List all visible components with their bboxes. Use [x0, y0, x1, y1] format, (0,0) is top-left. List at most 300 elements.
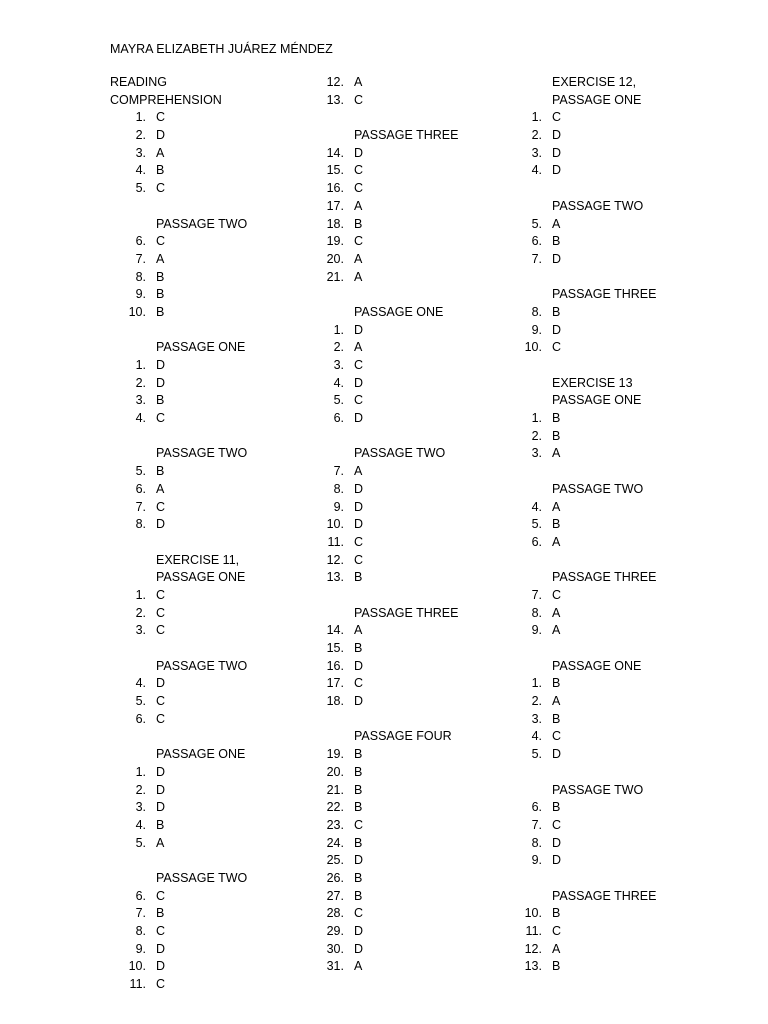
- answer-item: [308, 746, 528, 764]
- answer-letter: A: [354, 269, 363, 284]
- answer-item: [308, 870, 528, 888]
- answer-item: [308, 675, 528, 693]
- answer-letter: B: [354, 835, 363, 850]
- answer-item: [110, 375, 330, 393]
- answer-item: [110, 162, 330, 180]
- answer-item: [110, 888, 330, 906]
- question-number: 1.: [333, 322, 344, 337]
- answer-letter: A: [552, 534, 561, 549]
- block-spacer: [308, 587, 528, 605]
- question-number: 2.: [135, 605, 146, 620]
- answer-letter: A: [156, 145, 165, 160]
- question-number: 8.: [135, 269, 146, 284]
- block-spacer: [506, 552, 726, 570]
- question-number: 3.: [135, 393, 146, 408]
- answer-letter: B: [552, 959, 561, 974]
- answer-item: [308, 888, 528, 906]
- section-heading: PASSAGE ONE: [156, 747, 246, 762]
- answer-item: [506, 162, 726, 180]
- section-heading: PASSAGE TWO: [156, 446, 248, 461]
- question-number: 12.: [524, 941, 542, 956]
- answer-letter: B: [552, 906, 561, 921]
- question-number: 6.: [531, 234, 542, 249]
- answer-item: [308, 162, 528, 180]
- question-number: 5.: [135, 835, 146, 850]
- block-spacer: [506, 180, 726, 198]
- answer-item: [110, 923, 330, 941]
- question-number: 4.: [531, 499, 542, 514]
- question-number: 4.: [135, 817, 146, 832]
- answer-letter: B: [354, 888, 363, 903]
- answer-item: [308, 92, 528, 110]
- question-number: 2.: [333, 340, 344, 355]
- question-number: 6.: [531, 534, 542, 549]
- answer-letter: C: [552, 110, 562, 125]
- question-number: 10.: [524, 340, 542, 355]
- answer-letter: D: [354, 941, 364, 956]
- answer-letter: C: [156, 605, 166, 620]
- answer-item: [308, 198, 528, 216]
- answer-letter: A: [552, 941, 561, 956]
- question-number: 9.: [333, 499, 344, 514]
- question-number: 29.: [326, 924, 344, 938]
- answer-item: [110, 127, 330, 145]
- question-number: 1.: [135, 764, 146, 779]
- answer-letter: C: [552, 340, 562, 355]
- question-number: 13.: [326, 92, 344, 107]
- section-heading: PASSAGE TWO: [552, 481, 644, 496]
- question-number: 20.: [326, 251, 344, 266]
- question-number: 3.: [531, 446, 542, 461]
- answer-item: [506, 941, 726, 959]
- answer-item: [506, 109, 726, 127]
- answer-item: [506, 410, 726, 428]
- block-spacer: [110, 534, 330, 552]
- question-number: 4.: [531, 729, 542, 744]
- answer-letter: D: [552, 128, 562, 143]
- question-number: 12.: [326, 552, 344, 567]
- question-number: 5.: [135, 694, 146, 709]
- block-spacer: [506, 870, 726, 888]
- answer-letter: C: [354, 393, 364, 408]
- answer-item: [308, 180, 528, 198]
- answer-letter: C: [354, 234, 364, 249]
- question-number: 9.: [135, 287, 146, 302]
- answer-item: [308, 216, 528, 234]
- question-number: 1.: [531, 110, 542, 125]
- answer-letter: A: [156, 481, 165, 496]
- question-number: 4.: [531, 163, 542, 178]
- section-heading: EXERCISE 13: [552, 375, 633, 390]
- question-number: 7.: [531, 251, 542, 266]
- answer-letter: D: [354, 853, 364, 868]
- question-number: 10.: [326, 517, 344, 532]
- answer-item: [308, 392, 528, 410]
- section-heading: PASSAGE THREE: [552, 287, 657, 302]
- answer-letter: D: [156, 517, 166, 532]
- question-number: 9.: [531, 322, 542, 337]
- answer-letter: B: [552, 711, 561, 726]
- answer-item: [110, 622, 330, 640]
- question-number: 24.: [326, 835, 344, 850]
- block-spacer: [110, 640, 330, 658]
- answer-letter: D: [552, 251, 562, 266]
- question-number: 14.: [326, 623, 344, 638]
- question-number: 8.: [333, 481, 344, 496]
- answer-letter: A: [354, 340, 363, 355]
- answer-item: [506, 145, 726, 163]
- answer-item: [506, 587, 726, 605]
- answer-item: [308, 481, 528, 499]
- block-spacer: [110, 728, 330, 746]
- answer-item: [506, 905, 726, 923]
- question-number: 8.: [531, 304, 542, 319]
- answer-item: [110, 180, 330, 198]
- answer-item: [506, 127, 726, 145]
- answer-letter: A: [354, 464, 363, 479]
- answer-letter: B: [354, 570, 363, 585]
- answer-letter: B: [156, 269, 165, 284]
- answer-letter: B: [354, 641, 363, 655]
- question-number: 2.: [531, 428, 542, 443]
- answer-item: [110, 976, 330, 994]
- answer-item: [506, 622, 726, 640]
- answer-item: [506, 251, 726, 269]
- answer-item: [308, 516, 528, 534]
- block-spacer: [110, 322, 330, 340]
- answer-item: [110, 782, 330, 800]
- answer-item: [506, 534, 726, 552]
- answer-item: [506, 852, 726, 870]
- answer-letter: D: [552, 835, 562, 850]
- answer-item: [506, 233, 726, 251]
- answer-letter: B: [354, 800, 363, 815]
- answer-item: [308, 764, 528, 782]
- answer-letter: C: [354, 676, 364, 691]
- answer-letter: A: [552, 446, 561, 461]
- answer-letter: D: [354, 481, 364, 496]
- answer-item: [110, 463, 330, 481]
- answer-item: [308, 233, 528, 251]
- question-number: 6.: [135, 234, 146, 249]
- answer-item: [308, 375, 528, 393]
- question-number: 3.: [135, 623, 146, 638]
- answer-item: [308, 145, 528, 163]
- answer-letter: D: [354, 145, 364, 160]
- answer-letter: C: [354, 92, 364, 107]
- question-number: 5.: [135, 181, 146, 196]
- answer-letter: B: [552, 517, 561, 532]
- section-heading: PASSAGE THREE: [354, 128, 459, 143]
- question-number: 4.: [135, 676, 146, 691]
- answer-item: [110, 711, 330, 729]
- answer-item: [110, 693, 330, 711]
- answer-item: [110, 817, 330, 835]
- answer-letter: A: [552, 605, 561, 620]
- answer-item: [308, 640, 528, 658]
- section-heading: EXERCISE 12,: [552, 75, 637, 89]
- answer-letter: C: [156, 924, 166, 938]
- answer-letter: B: [552, 676, 561, 691]
- answer-letter: C: [156, 888, 166, 903]
- question-number: 5.: [531, 517, 542, 532]
- block-spacer: [308, 428, 528, 446]
- answer-letter: D: [552, 322, 562, 337]
- block-spacer: [506, 463, 726, 481]
- answer-item: [506, 339, 726, 357]
- answer-item: [308, 74, 528, 92]
- section-heading: PASSAGE ONE: [552, 92, 642, 107]
- answer-letter: C: [354, 534, 364, 549]
- answer-item: [110, 905, 330, 923]
- answer-letter: C: [354, 552, 364, 567]
- section-heading: PASSAGE ONE: [354, 304, 444, 319]
- answer-letter: B: [156, 906, 165, 921]
- question-number: 1.: [135, 110, 146, 125]
- answer-letter: D: [552, 145, 562, 160]
- answer-letter: A: [156, 251, 165, 266]
- answer-letter: C: [354, 817, 364, 832]
- answer-letter: A: [354, 623, 363, 638]
- section-heading: PASSAGE TWO: [552, 782, 644, 797]
- question-number: 7.: [531, 587, 542, 602]
- question-number: 18.: [326, 694, 344, 709]
- question-number: 21.: [326, 269, 344, 284]
- answer-item: [110, 941, 330, 959]
- answer-letter: D: [156, 800, 166, 815]
- question-number: 6.: [333, 411, 344, 426]
- answer-item: [110, 835, 330, 853]
- answer-item: [506, 817, 726, 835]
- question-number: 17.: [326, 676, 344, 691]
- question-number: 3.: [531, 145, 542, 160]
- section-heading: READING: [110, 75, 167, 89]
- answer-column-1: [110, 74, 330, 994]
- answer-item: [110, 410, 330, 428]
- answer-letter: A: [552, 694, 561, 709]
- answer-letter: C: [552, 817, 562, 832]
- block-spacer: [110, 428, 330, 446]
- answer-item: [110, 799, 330, 817]
- question-number: 19.: [326, 747, 344, 762]
- answer-item: [110, 269, 330, 287]
- answer-item: [506, 428, 726, 446]
- page-title: MAYRA ELIZABETH JUÁREZ MÉNDEZ: [110, 42, 333, 56]
- answer-letter: B: [156, 287, 165, 302]
- answer-letter: C: [354, 163, 364, 178]
- answer-letter: D: [354, 924, 364, 938]
- question-number: 27.: [326, 888, 344, 903]
- answer-letter: D: [552, 853, 562, 868]
- question-number: 5.: [531, 216, 542, 231]
- question-number: 7.: [333, 464, 344, 479]
- answer-item: [110, 357, 330, 375]
- answer-item: [308, 799, 528, 817]
- section-heading: PASSAGE TWO: [156, 216, 248, 231]
- answer-item: [506, 322, 726, 340]
- question-number: 9.: [531, 623, 542, 638]
- answer-item: [110, 392, 330, 410]
- answer-item: [506, 304, 726, 322]
- answer-letter: D: [354, 499, 364, 514]
- answer-letter: C: [354, 181, 364, 196]
- question-number: 2.: [531, 128, 542, 143]
- question-number: 7.: [531, 817, 542, 832]
- answer-item: [308, 534, 528, 552]
- answer-letter: C: [156, 623, 166, 638]
- question-number: 8.: [531, 835, 542, 850]
- answer-item: [506, 728, 726, 746]
- answer-item: [506, 216, 726, 234]
- question-number: 4.: [135, 411, 146, 426]
- question-number: 15.: [326, 641, 344, 655]
- answer-item: [110, 675, 330, 693]
- answer-item: [308, 923, 528, 941]
- answer-letter: B: [354, 782, 363, 797]
- question-number: 2.: [135, 128, 146, 143]
- answer-item: [308, 905, 528, 923]
- answer-item: [308, 852, 528, 870]
- answer-item: [110, 764, 330, 782]
- answer-item: [506, 516, 726, 534]
- answer-letter: C: [156, 977, 166, 992]
- answer-item: [506, 835, 726, 853]
- question-number: 8.: [135, 517, 146, 532]
- question-number: 4.: [135, 163, 146, 178]
- answer-letter: B: [552, 304, 561, 319]
- question-number: 10.: [128, 304, 146, 319]
- question-number: 7.: [135, 499, 146, 514]
- section-heading: PASSAGE TWO: [552, 198, 644, 213]
- answer-item: [110, 499, 330, 517]
- answer-letter: B: [552, 800, 561, 815]
- block-spacer: [506, 764, 726, 782]
- block-spacer: [308, 711, 528, 729]
- answer-item: [110, 481, 330, 499]
- section-heading: EXERCISE 11,: [156, 552, 240, 567]
- answer-letter: B: [156, 464, 165, 479]
- section-heading: PASSAGE FOUR: [354, 729, 452, 744]
- answer-letter: A: [552, 499, 561, 514]
- answer-letter: C: [156, 499, 166, 514]
- section-heading: PASSAGE ONE: [552, 658, 642, 673]
- section-heading: PASSAGE TWO: [156, 658, 248, 673]
- question-number: 1.: [531, 411, 542, 426]
- answer-item: [308, 251, 528, 269]
- answer-item: [308, 410, 528, 428]
- question-number: 13.: [326, 570, 344, 585]
- answer-letter: A: [552, 623, 561, 638]
- question-number: 15.: [326, 163, 344, 178]
- block-spacer: [308, 109, 528, 127]
- answer-letter: B: [354, 216, 363, 231]
- answer-item: [308, 339, 528, 357]
- answer-item: [110, 605, 330, 623]
- question-number: 25.: [326, 853, 344, 868]
- answer-letter: B: [354, 747, 363, 762]
- question-number: 7.: [135, 251, 146, 266]
- question-number: 3.: [135, 800, 146, 815]
- answer-item: [308, 835, 528, 853]
- answer-item: [308, 322, 528, 340]
- section-heading: PASSAGE TWO: [354, 446, 446, 461]
- answer-letter: C: [156, 234, 166, 249]
- question-number: 11.: [129, 977, 146, 992]
- answer-letter: D: [156, 676, 166, 691]
- answer-letter: B: [552, 234, 561, 249]
- answer-item: [110, 233, 330, 251]
- answer-item: [110, 109, 330, 127]
- section-heading: PASSAGE ONE: [552, 393, 642, 408]
- answer-item: [506, 746, 726, 764]
- answer-item: [308, 357, 528, 375]
- question-number: 5.: [135, 464, 146, 479]
- question-number: 12.: [326, 75, 344, 89]
- answer-letter: D: [354, 658, 364, 673]
- answer-letter: B: [354, 764, 363, 779]
- question-number: 11.: [327, 534, 344, 549]
- answer-letter: D: [156, 128, 166, 143]
- question-number: 8.: [531, 605, 542, 620]
- answer-item: [308, 782, 528, 800]
- question-number: 3.: [135, 145, 146, 160]
- answer-item: [308, 693, 528, 711]
- answer-item: [110, 251, 330, 269]
- question-number: 26.: [326, 870, 344, 885]
- answer-item: [506, 799, 726, 817]
- block-spacer: [506, 357, 726, 375]
- answer-item: [308, 269, 528, 287]
- answer-letter: C: [354, 358, 364, 372]
- answer-item: [110, 145, 330, 163]
- answer-letter: D: [354, 322, 364, 337]
- question-number: 6.: [135, 888, 146, 903]
- answer-letter: C: [552, 587, 562, 602]
- question-number: 19.: [326, 234, 344, 249]
- section-heading: PASSAGE ONE: [156, 340, 246, 355]
- question-number: 16.: [326, 658, 344, 673]
- answer-letter: D: [156, 959, 166, 974]
- answer-letter: A: [354, 251, 363, 266]
- answer-item: [308, 552, 528, 570]
- question-number: 9.: [135, 941, 146, 956]
- answer-letter: A: [354, 198, 363, 213]
- answer-letter: C: [156, 181, 166, 196]
- answer-letter: C: [156, 694, 166, 709]
- answer-letter: A: [354, 959, 363, 974]
- question-number: 5.: [333, 393, 344, 408]
- answer-item: [110, 286, 330, 304]
- question-number: 18.: [326, 216, 344, 231]
- answer-item: [308, 658, 528, 676]
- answer-letter: D: [156, 764, 166, 779]
- answer-letter: D: [354, 375, 364, 390]
- answer-letter: B: [552, 411, 561, 426]
- question-number: 31.: [326, 959, 344, 974]
- answer-letter: B: [354, 870, 363, 885]
- question-number: 11.: [525, 924, 542, 938]
- answer-letter: D: [552, 163, 562, 178]
- block-spacer: [110, 198, 330, 216]
- answer-letter: D: [156, 358, 166, 372]
- question-number: 21.: [326, 782, 344, 797]
- answer-letter: B: [156, 163, 165, 178]
- answer-letter: C: [156, 711, 166, 726]
- question-number: 20.: [326, 764, 344, 779]
- block-spacer: [110, 852, 330, 870]
- answer-item: [506, 693, 726, 711]
- question-number: 2.: [135, 782, 146, 797]
